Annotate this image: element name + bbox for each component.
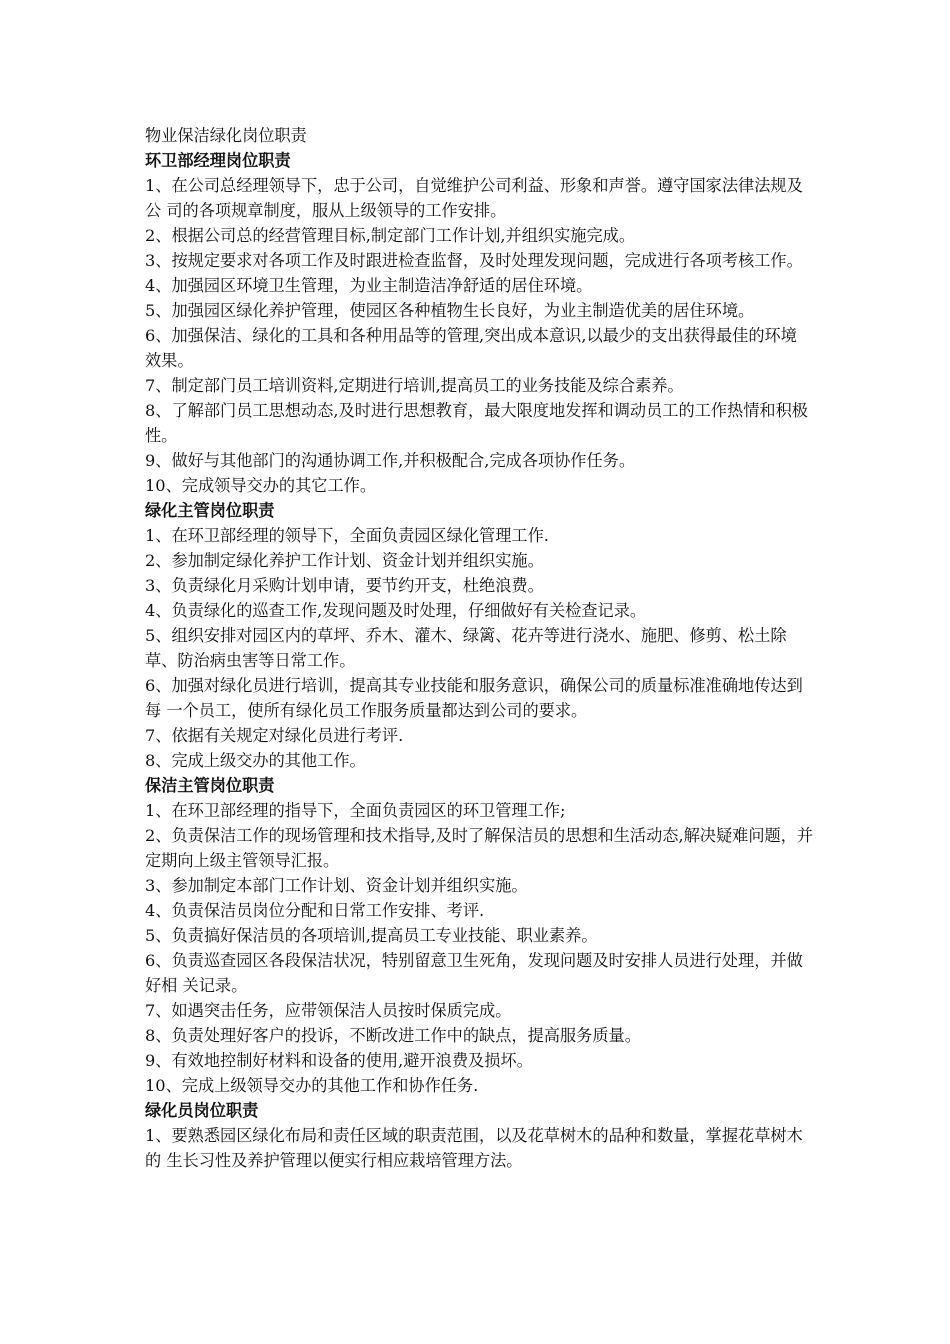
list-item: 8、完成上级交办的其他工作。 — [145, 751, 366, 770]
list-item: 1、在环卫部经理的指导下，全面负责园区的环卫管理工作; — [145, 801, 566, 820]
document-title: 物业保洁绿化岗位职责 — [145, 126, 307, 145]
list-item: 9、做好与其他部门的沟通协调工作,并积极配合,完成各项协作任务。 — [145, 451, 636, 470]
list-item: 3、负责绿化月采购计划申请，要节约开支，杜绝浪费。 — [145, 576, 544, 595]
section-heading: 保洁主管岗位职责 — [145, 776, 275, 795]
list-item: 2、根据公司总的经营管理目标,制定部门工作计划,并组织实施完成。 — [145, 226, 636, 245]
section-cleaning-supervisor — [145, 773, 815, 1098]
section-greening-worker — [145, 1098, 815, 1173]
section-heading: 绿化员岗位职责 — [145, 1101, 259, 1120]
list-item: 1、要熟悉园区绿化布局和责任区域的职责范围，以及花草树木的品种和数量，掌握花草树木的 生长习性及养护管理以便实行相应栽培管理方法。 — [145, 1126, 803, 1170]
list-item: 8、负责处理好客户的投诉，不断改进工作中的缺点，提高服务质量。 — [145, 1026, 641, 1045]
list-item: 5、加强园区绿化养护管理，使园区各种植物生长良好，为业主制造优美的居住环境。 — [145, 301, 755, 320]
list-item: 9、有效地控制好材料和设备的使用,避开浪费及损坏。 — [145, 1051, 533, 1070]
section-greening-supervisor — [145, 498, 815, 773]
list-item: 7、依据有关规定对绿化员进行考评. — [145, 726, 404, 745]
list-item: 10、完成领导交办的其它工作。 — [145, 476, 377, 495]
list-item: 1、在公司总经理领导下，忠于公司，自觉维护公司利益、形象和声誉。遵守国家法律法规及公 司的各项规章制度，服从上级领导的工作安排。 — [145, 176, 803, 220]
section-heading: 环卫部经理岗位职责 — [145, 151, 291, 170]
list-item: 2、负责保洁工作的现场管理和技术指导,及时了解保洁员的思想和生活动态,解决疑难问题，并 定期向上级主管领导汇报。 — [145, 826, 814, 870]
list-item: 6、负责巡查园区各段保洁状况，特别留意卫生死角，发现问题及时安排人员进行处理，并做好相 关记录。 — [145, 951, 803, 995]
list-item: 6、加强对绿化员进行培训，提高其专业技能和服务意识，确保公司的质量标准准确地传达到每 一个员工，使所有绿化员工作服务质量都达到公司的要求。 — [145, 676, 803, 720]
section-manager — [145, 148, 815, 498]
list-item: 3、按规定要求对各项工作及时跟进检查监督，及时处理发现问题，完成进行各项考核工作。 — [145, 251, 803, 270]
list-item: 7、制定部门员工培训资料,定期进行培训,提高员工的业务技能及综合素养。 — [145, 376, 684, 395]
list-item: 6、加强保洁、绿化的工具和各种用品等的管理,突出成本意识,以最少的支出获得最佳的环境 效果。 — [145, 326, 797, 370]
list-item: 8、了解部门员工思想动态,及时进行思想教育，最大限度地发挥和调动员工的工作热情和积极性。 — [145, 401, 808, 445]
list-item: 5、负责搞好保洁员的各项培训,提高员工专业技能、职业素养。 — [145, 926, 598, 945]
list-item: 7、如遇突击任务，应带领保洁人员按时保质完成。 — [145, 1001, 512, 1020]
document-body — [145, 123, 815, 1173]
list-item: 4、加强园区环境卫生管理，为业主制造洁净舒适的居住环境。 — [145, 276, 593, 295]
list-item: 2、参加制定绿化养护工作计划、资金计划并组织实施。 — [145, 551, 544, 570]
list-item: 1、在环卫部经理的领导下，全面负责园区绿化管理工作. — [145, 526, 549, 545]
list-item: 4、负责保洁员岗位分配和日常工作安排、考评. — [145, 901, 485, 920]
section-heading: 绿化主管岗位职责 — [145, 501, 275, 520]
list-item: 5、组织安排对园区内的草坪、乔木、灌木、绿篱、花卉等进行浇水、施肥、修剪、松土除草、防治病虫害等日常工作。 — [145, 626, 787, 670]
list-item: 3、参加制定本部门工作计划、资金计划并组织实施。 — [145, 876, 528, 895]
list-item: 4、负责绿化的巡查工作,发现问题及时处理，仔细做好有关检查记录。 — [145, 601, 647, 620]
list-item: 10、完成上级领导交办的其他工作和协作任务. — [145, 1076, 479, 1095]
